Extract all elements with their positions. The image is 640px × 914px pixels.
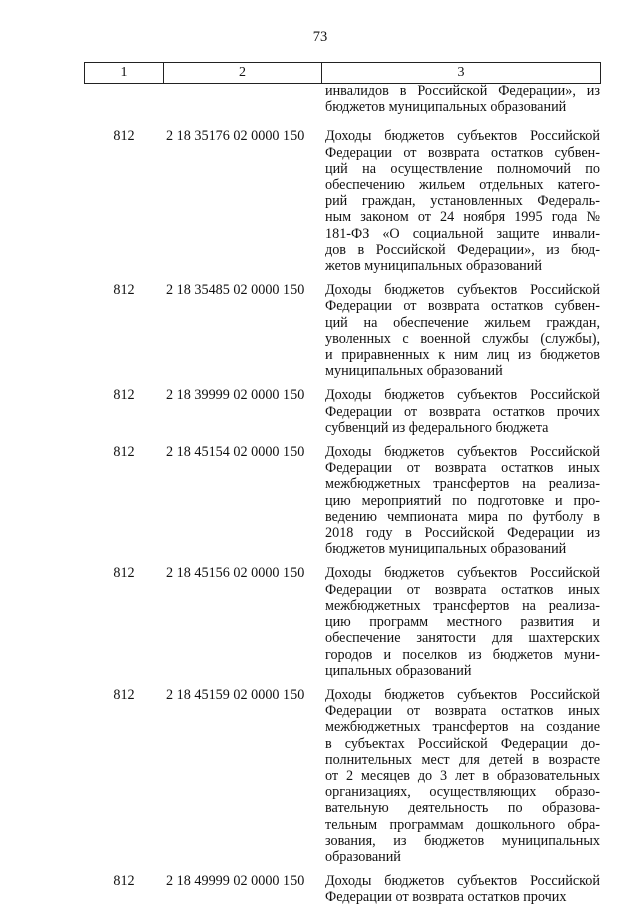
description-line: тельным программам дошкольного обра-: [325, 816, 600, 833]
description-line: жетов муниципальных образований: [325, 258, 542, 275]
column-header-2: 2: [164, 63, 322, 84]
revenue-description: [325, 128, 600, 274]
description-line: зования, из бюджетов муниципальных: [325, 832, 600, 849]
description-line: Федерации от возврата остатков иных: [325, 703, 600, 720]
table-row: [84, 565, 600, 678]
description-line: и приравненных к ним лиц из бюджетов: [325, 347, 600, 364]
admin-code: 812: [113, 686, 135, 703]
description-line: Доходы бюджетов субъектов Российской: [325, 873, 600, 890]
admin-code: 812: [113, 282, 135, 299]
description-line: Федерации от возврата остатков иных: [325, 581, 600, 598]
description-line: Федерации от возврата остатков прочих: [325, 889, 567, 906]
description-line: цию программ местного развития и: [325, 614, 600, 631]
table-row: [84, 687, 600, 865]
description-line: цию мероприятий по подготовке и про-: [325, 492, 600, 509]
description-line: межбюджетных трансфертов на реализа-: [325, 476, 600, 493]
revenue-description: [325, 444, 600, 557]
description-line: Федерации от возврата остатков субвен-: [325, 144, 600, 161]
page-number: 73: [312, 29, 328, 45]
admin-code: 812: [113, 873, 135, 890]
budget-classification-code: 2 18 35485 02 0000 150: [166, 282, 305, 299]
description-line: полнительных мест для детей в возрасте: [325, 751, 600, 768]
description-line: межбюджетных трансфертов на создание: [325, 719, 600, 736]
description-line: ций на обеспечение жильем граждан,: [325, 314, 600, 331]
description-line: от 2 месяцев до 3 лет в образовательных: [325, 767, 600, 784]
description-line: ным законом от 24 ноября 1995 года №: [325, 209, 600, 226]
row-container: [84, 128, 600, 905]
revenue-description: [325, 282, 600, 379]
column-header-1: 1: [85, 63, 164, 84]
description-line: муниципальных образований: [325, 363, 503, 380]
revenue-description: [325, 873, 600, 905]
description-line: организациях, осуществляющих образо-: [325, 784, 600, 801]
description-line: Доходы бюджетов субъектов Российской: [325, 565, 600, 582]
admin-code: 812: [113, 128, 135, 145]
description-line: ципальных образований: [325, 662, 472, 679]
revenue-code-list: [84, 83, 600, 914]
description-line: обеспечению жильем отдельных катего-: [325, 177, 600, 194]
table-row: [84, 444, 600, 557]
budget-classification-code: 2 18 49999 02 0000 150: [166, 873, 305, 890]
description-line: инвалидов в Российской Федерации», из: [325, 83, 600, 99]
table-row: [84, 873, 600, 905]
description-line: субвенций из федерального бюджета: [325, 419, 549, 436]
budget-classification-code: 2 18 45159 02 0000 150: [166, 686, 305, 703]
table-row: [84, 128, 600, 274]
description-line: Федерации от возврата остатков субвен-: [325, 298, 600, 315]
admin-code: 812: [113, 444, 135, 461]
column-header-table: [84, 62, 601, 84]
description-line: городов и поселков из бюджетов муни-: [325, 646, 600, 663]
description-line: в субъектах Российской Федерации до-: [325, 735, 600, 752]
description-line: Доходы бюджетов субъектов Российской: [325, 387, 600, 404]
revenue-description: [325, 687, 600, 865]
continued-description: [325, 83, 600, 115]
description-line: образований: [325, 848, 401, 865]
column-header-3: 3: [322, 63, 601, 84]
admin-code: 812: [113, 565, 135, 582]
description-line: вательную деятельность по образова-: [325, 800, 600, 817]
revenue-description: [325, 387, 600, 436]
revenue-description: [325, 565, 600, 678]
description-line: Доходы бюджетов субъектов Российской: [325, 128, 600, 145]
description-line: Федерации от возврата остатков прочих: [325, 403, 600, 420]
description-line: уволенных с военной службы (службы),: [325, 330, 600, 347]
description-line: рий граждан, установленных Федераль-: [325, 193, 600, 210]
budget-classification-code: 2 18 35176 02 0000 150: [166, 128, 305, 145]
description-line: 181-ФЗ «О социальной защите инвали-: [325, 225, 600, 242]
description-line: Доходы бюджетов субъектов Российской: [325, 444, 600, 461]
column-header-row: [85, 63, 601, 84]
budget-classification-code: 2 18 45154 02 0000 150: [166, 444, 305, 461]
description-line: обеспечение занятости для шахтерских: [325, 630, 600, 647]
description-line: ведению чемпионата мира по футболу в: [325, 508, 600, 525]
description-line: Доходы бюджетов субъектов Российской: [325, 282, 600, 299]
description-line: дов в Российской Федерации», из бюд-: [325, 241, 600, 258]
table-row: [84, 282, 600, 379]
budget-classification-code: 2 18 39999 02 0000 150: [166, 387, 305, 404]
admin-code: 812: [113, 387, 135, 404]
description-line: Доходы бюджетов субъектов Российской: [325, 686, 600, 703]
description-line: межбюджетных трансфертов на реализа-: [325, 597, 600, 614]
table-row: [84, 387, 600, 436]
description-line: бюджетов муниципальных образований: [325, 541, 567, 558]
description-line: Федерации от возврата остатков иных: [325, 460, 600, 477]
description-line: 2018 году в Российской Федерации из: [325, 525, 600, 542]
description-line: ций на осуществление полномочий по: [325, 160, 600, 177]
budget-classification-code: 2 18 45156 02 0000 150: [166, 565, 305, 582]
description-line: бюджетов муниципальных образований: [325, 99, 567, 116]
